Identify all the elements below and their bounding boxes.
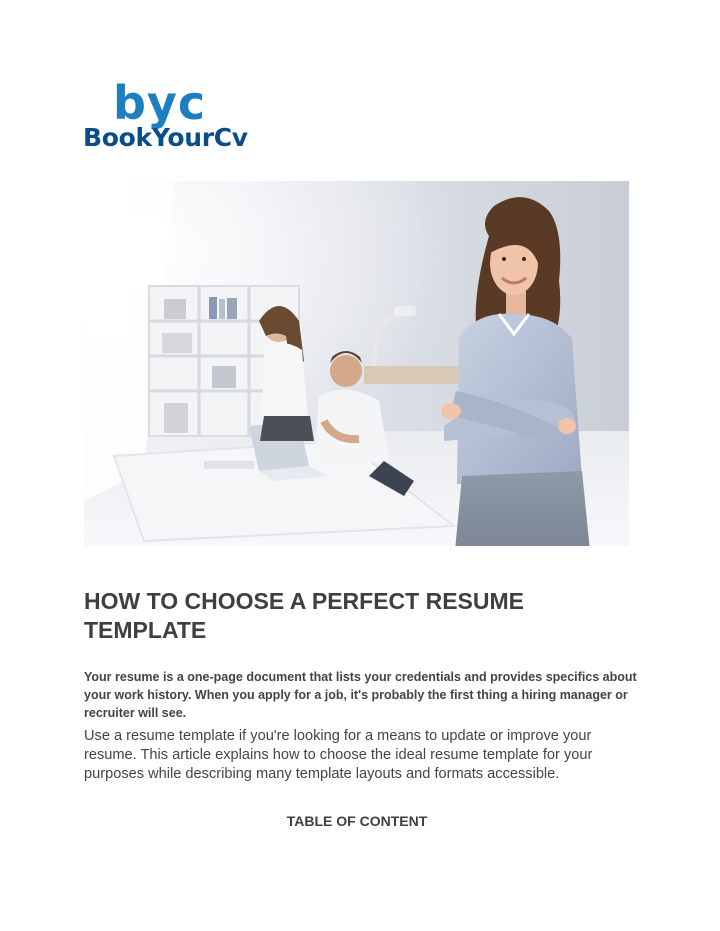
hero-photo — [84, 181, 629, 546]
logo-wordmark: BookYourCv — [83, 123, 248, 152]
table-of-content-heading: TABLE OF CONTENT — [286, 813, 428, 829]
bookyourcv-logo — [83, 76, 253, 155]
logo-monogram: byc — [113, 76, 207, 130]
office-team-photo-icon — [84, 181, 629, 546]
article-title: HOW TO CHOOSE A PERFECT RESUME TEMPLATE — [84, 588, 525, 643]
intro-paragraph: Use a resume template if you're looking for a means to update or improve your resume. This article explains how to choose the ideal resume template for your purposes while describing many template layouts and formats accessible. — [84, 728, 593, 782]
intro-summary: Your resume is a one-page document that lists your credentials and provides specifics about your work history. When you apply for a job, it's probably the first thing a hiring manager or recruiter will see. — [84, 670, 637, 720]
